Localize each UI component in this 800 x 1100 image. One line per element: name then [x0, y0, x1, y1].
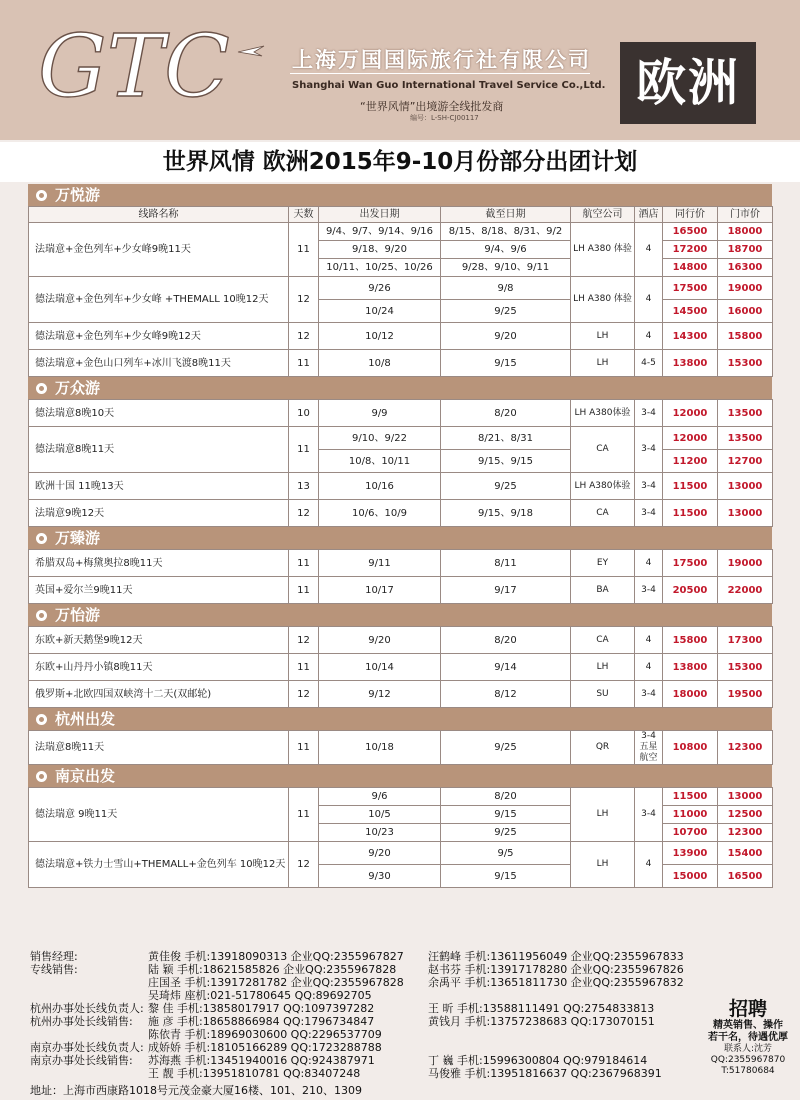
airline: LH — [571, 788, 635, 842]
retail-price: 12300 — [718, 731, 773, 765]
route-name: 法瑞意+金色列车+少女峰9晚11天 — [29, 223, 289, 277]
contact-entry — [428, 1041, 688, 1054]
contact-entry: 苏海燕 手机:13451940016 QQ:924387971 — [148, 1054, 375, 1067]
departure-date: 9/20 — [319, 842, 441, 865]
airline: CA — [571, 427, 635, 473]
peer-price: 14300 — [663, 323, 718, 350]
contact-role — [30, 989, 148, 1002]
deadline-date: 9/15 — [441, 806, 571, 824]
hotel-rating: 4 — [635, 323, 663, 350]
recruit-box — [700, 998, 796, 1077]
deadline-date: 9/8 — [441, 277, 571, 300]
departure-date: 10/5 — [319, 806, 441, 824]
contact-row — [30, 950, 690, 963]
days: 12 — [289, 277, 319, 323]
airline: LH — [571, 323, 635, 350]
departure-date: 9/18、9/20 — [319, 241, 441, 259]
table-row — [29, 427, 773, 450]
recruit-contact: 联系人:沈芳 — [723, 1044, 773, 1054]
column-header: 航空公司 — [571, 207, 635, 223]
table-row — [29, 788, 773, 806]
departure-date: 10/18 — [319, 731, 441, 765]
contact-row — [30, 1054, 690, 1067]
days: 11 — [289, 577, 319, 604]
schedule-table — [28, 626, 773, 708]
deadline-date: 9/25 — [441, 731, 571, 765]
departure-date: 9/10、9/22 — [319, 427, 441, 450]
peer-price: 18000 — [663, 681, 718, 708]
section-header — [28, 604, 772, 626]
days: 11 — [289, 654, 319, 681]
divider — [290, 73, 590, 74]
section-header — [28, 765, 772, 787]
table-row — [29, 500, 773, 527]
airline: BA — [571, 577, 635, 604]
table-row — [29, 731, 773, 765]
retail-price: 16500 — [718, 865, 773, 888]
deadline-date: 9/25 — [441, 824, 571, 842]
deadline-date: 9/17 — [441, 577, 571, 604]
airline: LH A380体验 — [571, 473, 635, 500]
contact-entry: 陆 颖 手机:18621585826 企业QQ:2355967828 — [148, 963, 397, 976]
retail-price: 16300 — [718, 259, 773, 277]
company-name-cn: 上海万国国际旅行社有限公司 — [292, 48, 591, 72]
deadline-date: 9/25 — [441, 473, 571, 500]
contact-role: 南京办事处长线负责人: — [30, 1041, 144, 1054]
route-name: 希腊双岛+梅黛奥拉8晚11天 — [29, 550, 289, 577]
departure-date: 10/24 — [319, 300, 441, 323]
hotel-rating: 4 — [635, 654, 663, 681]
airline: LH — [571, 350, 635, 377]
deadline-date: 8/12 — [441, 681, 571, 708]
hotel-rating: 3-4 — [635, 427, 663, 473]
hotel-rating: 4 — [635, 627, 663, 654]
deadline-date: 9/20 — [441, 323, 571, 350]
airline: CA — [571, 627, 635, 654]
schedule-table — [28, 787, 773, 888]
route-name: 东欧+新天鹅堡9晚12天 — [29, 627, 289, 654]
route-name: 德法瑞意+铁力士雪山+THEMALL+金色列车 10晚12天 — [29, 842, 289, 888]
schedule-table — [28, 206, 773, 377]
retail-price: 13000 — [718, 788, 773, 806]
airline: LH — [571, 842, 635, 888]
days: 10 — [289, 400, 319, 427]
days: 13 — [289, 473, 319, 500]
column-header: 同行价 — [663, 207, 718, 223]
table-row — [29, 473, 773, 500]
airline: EY — [571, 550, 635, 577]
peer-price: 12000 — [663, 400, 718, 427]
route-name: 德法瑞意 9晚11天 — [29, 788, 289, 842]
page-title: 世界风情 欧洲2015年9-10月份部分出团计划 — [0, 142, 800, 182]
contact-entry: 黄钱月 手机:13757238683 QQ:173070151 — [428, 1015, 655, 1028]
license-number: 编号：L-SH-CJ00117 — [410, 114, 479, 122]
peer-price: 12000 — [663, 427, 718, 450]
circle-bullet-icon — [36, 190, 47, 201]
deadline-date: 9/28、9/10、9/11 — [441, 259, 571, 277]
table-row — [29, 223, 773, 241]
airline: LH A380 体验 — [571, 277, 635, 323]
route-name: 东欧+山丹丹小镇8晚11天 — [29, 654, 289, 681]
contact-entry: 丁 巍 手机:15996300804 QQ:979184614 — [428, 1054, 648, 1067]
deadline-date: 8/11 — [441, 550, 571, 577]
deadline-date: 9/4、9/6 — [441, 241, 571, 259]
contact-role — [30, 976, 148, 989]
hotel-rating: 4-5 — [635, 350, 663, 377]
retail-price: 18700 — [718, 241, 773, 259]
route-name: 法瑞意8晚11天 — [29, 731, 289, 765]
contact-entry: 汪鹤峰 手机:13611956049 企业QQ:2355967833 — [428, 950, 684, 963]
recruit-line: 精英销售、操作 — [713, 1020, 783, 1031]
airline: LH — [571, 654, 635, 681]
airline: LH A380体验 — [571, 400, 635, 427]
peer-price: 16500 — [663, 223, 718, 241]
peer-price: 13900 — [663, 842, 718, 865]
retail-price: 15300 — [718, 654, 773, 681]
peer-price: 11500 — [663, 500, 718, 527]
deadline-date: 8/20 — [441, 400, 571, 427]
days: 11 — [289, 788, 319, 842]
contact-entry: 马俊雅 手机:13951816637 QQ:2367968391 — [428, 1067, 662, 1080]
company-name-en: Shanghai Wan Guo International Travel Service Co.,Ltd. — [292, 80, 606, 91]
route-name: 德法瑞意8晚11天 — [29, 427, 289, 473]
contact-entry: 施 彦 手机:18658866984 QQ:1796734847 — [148, 1015, 375, 1028]
peer-price: 17500 — [663, 277, 718, 300]
peer-price: 17200 — [663, 241, 718, 259]
recruit-tel: T:51780684 — [721, 1066, 775, 1076]
contact-row — [30, 1015, 690, 1028]
deadline-date: 9/15、9/18 — [441, 500, 571, 527]
airline: CA — [571, 500, 635, 527]
deadline-date: 9/15、9/15 — [441, 450, 571, 473]
deadline-date: 9/5 — [441, 842, 571, 865]
days: 11 — [289, 427, 319, 473]
route-name: 欧洲十国 11晚13天 — [29, 473, 289, 500]
deadline-date: 9/15 — [441, 865, 571, 888]
contact-list — [30, 950, 690, 1080]
section-header — [28, 184, 772, 206]
departure-date: 9/12 — [319, 681, 441, 708]
schedule-table — [28, 549, 773, 604]
hotel-rating: 3-4 — [635, 500, 663, 527]
circle-bullet-icon — [36, 771, 47, 782]
retail-price: 22000 — [718, 577, 773, 604]
peer-price: 17500 — [663, 550, 718, 577]
table-row — [29, 842, 773, 865]
days: 12 — [289, 500, 319, 527]
hotel-rating: 3-4 — [635, 788, 663, 842]
retail-price: 13000 — [718, 500, 773, 527]
contact-entry: 黄佳俊 手机:13918090313 企业QQ:2355967827 — [148, 950, 404, 963]
days: 12 — [289, 681, 319, 708]
deadline-date: 8/20 — [441, 788, 571, 806]
table-row — [29, 577, 773, 604]
contact-entry: 赵书芬 手机:13917178280 企业QQ:2355967826 — [428, 963, 684, 976]
contact-entry: 黎 佳 手机:13858017917 QQ:1097397282 — [148, 1002, 375, 1015]
slogan: “世界风情”出境游全线批发商 — [360, 100, 504, 113]
peer-price: 11000 — [663, 806, 718, 824]
section-title: 南京出发 — [55, 767, 116, 785]
route-name: 德法瑞意+金色列车+少女峰 +THEMALL 10晚12天 — [29, 277, 289, 323]
address: 地址：上海市西康路1018号元茂金豪大厦16楼、101、210、1309 — [30, 1084, 362, 1097]
route-name: 俄罗斯+北欧四国双峡湾十二天(双邮轮) — [29, 681, 289, 708]
retail-price: 15800 — [718, 323, 773, 350]
contact-role: 南京办事处长线销售: — [30, 1054, 133, 1067]
deadline-date: 9/25 — [441, 300, 571, 323]
column-header: 出发日期 — [319, 207, 441, 223]
deadline-date: 9/15 — [441, 350, 571, 377]
departure-date: 10/6、10/9 — [319, 500, 441, 527]
section-header — [28, 377, 772, 399]
retail-price: 17300 — [718, 627, 773, 654]
schedule-table — [28, 730, 773, 765]
deadline-date: 8/15、8/18、8/31、9/2 — [441, 223, 571, 241]
section-header — [28, 708, 772, 730]
retail-price: 15300 — [718, 350, 773, 377]
days: 12 — [289, 627, 319, 654]
days: 11 — [289, 223, 319, 277]
departure-date: 9/20 — [319, 627, 441, 654]
contact-entry: 王 昕 手机:13588111491 QQ:2754833813 — [428, 1002, 655, 1015]
retail-price: 18000 — [718, 223, 773, 241]
days: 11 — [289, 731, 319, 765]
recruit-line: 若干名，待遇优厚 — [708, 1032, 788, 1043]
airline: SU — [571, 681, 635, 708]
retail-price: 13000 — [718, 473, 773, 500]
hotel-rating: 3-4 — [635, 681, 663, 708]
deadline-date: 8/20 — [441, 627, 571, 654]
contact-entry — [428, 1028, 688, 1041]
departure-date: 10/8、10/11 — [319, 450, 441, 473]
contact-entry: 王 靓 手机:13951810781 QQ:83407248 — [148, 1067, 361, 1080]
hotel-rating: 3-4 五星 航空 — [635, 731, 663, 765]
circle-bullet-icon — [36, 610, 47, 621]
departure-date: 10/12 — [319, 323, 441, 350]
retail-price: 13500 — [718, 427, 773, 450]
header-banner — [0, 0, 800, 140]
departure-date: 10/16 — [319, 473, 441, 500]
airline: QR — [571, 731, 635, 765]
peer-price: 10800 — [663, 731, 718, 765]
recruit-title: 招聘 — [728, 998, 767, 1020]
contact-row — [30, 1067, 690, 1080]
section-title: 万众游 — [55, 379, 101, 397]
retail-price: 12500 — [718, 806, 773, 824]
departure-date: 10/23 — [319, 824, 441, 842]
departure-date: 9/26 — [319, 277, 441, 300]
hotel-rating: 3-4 — [635, 473, 663, 500]
contact-row — [30, 1002, 690, 1015]
retail-price: 19000 — [718, 550, 773, 577]
column-header: 酒店 — [635, 207, 663, 223]
contact-row — [30, 963, 690, 976]
hotel-rating: 3-4 — [635, 400, 663, 427]
route-name: 德法瑞意+金色山口列车+冰川飞渡8晚11天 — [29, 350, 289, 377]
airline: LH A380 体验 — [571, 223, 635, 277]
contact-role: 销售经理: — [30, 950, 78, 963]
peer-price: 11500 — [663, 473, 718, 500]
deadline-date: 9/14 — [441, 654, 571, 681]
contact-entry — [428, 989, 688, 1002]
table-row — [29, 323, 773, 350]
column-header: 线路名称 — [29, 207, 289, 223]
contact-row — [30, 1041, 690, 1054]
days: 12 — [289, 842, 319, 888]
retail-price: 15400 — [718, 842, 773, 865]
departure-date: 9/6 — [319, 788, 441, 806]
days: 11 — [289, 350, 319, 377]
peer-price: 10700 — [663, 824, 718, 842]
table-row — [29, 627, 773, 654]
section-title: 万悦游 — [55, 186, 101, 204]
hotel-rating: 4 — [635, 550, 663, 577]
retail-price: 12300 — [718, 824, 773, 842]
peer-price: 13800 — [663, 654, 718, 681]
section-title: 万臻游 — [55, 529, 101, 547]
hotel-rating: 4 — [635, 223, 663, 277]
table-header-row — [29, 207, 773, 223]
circle-bullet-icon — [36, 533, 47, 544]
table-row — [29, 277, 773, 300]
contact-role — [30, 1067, 148, 1080]
departure-date: 10/8 — [319, 350, 441, 377]
retail-price: 13500 — [718, 400, 773, 427]
retail-price: 19500 — [718, 681, 773, 708]
contact-role — [30, 1028, 148, 1041]
departure-date: 9/30 — [319, 865, 441, 888]
peer-price: 11200 — [663, 450, 718, 473]
contact-entry: 庄国圣 手机:13917281782 企业QQ:2355967828 — [148, 976, 404, 989]
circle-bullet-icon — [36, 714, 47, 725]
contact-entry: 余禹平 手机:13651811730 企业QQ:2355967832 — [428, 976, 684, 989]
section-title: 杭州出发 — [55, 710, 116, 728]
hotel-rating: 4 — [635, 842, 663, 888]
column-header: 截至日期 — [441, 207, 571, 223]
departure-date: 9/9 — [319, 400, 441, 427]
schedule-table — [28, 399, 773, 527]
table-row — [29, 654, 773, 681]
route-name: 英国+爱尔兰9晚11天 — [29, 577, 289, 604]
svg-text:GTC: GTC — [38, 22, 230, 108]
company-logo — [38, 22, 268, 108]
contact-entry: 吴琦炜 座机:021-51780645 QQ:89692705 — [148, 989, 372, 1002]
contact-row — [30, 976, 690, 989]
hotel-rating: 3-4 — [635, 577, 663, 604]
column-header: 门市价 — [718, 207, 773, 223]
departure-date: 10/17 — [319, 577, 441, 604]
circle-bullet-icon — [36, 383, 47, 394]
contact-role: 专线销售: — [30, 963, 78, 976]
retail-price: 19000 — [718, 277, 773, 300]
peer-price: 15800 — [663, 627, 718, 654]
route-name: 德法瑞意+金色列车+少女峰9晚12天 — [29, 323, 289, 350]
days: 11 — [289, 550, 319, 577]
departure-date: 9/4、9/7、9/14、9/16 — [319, 223, 441, 241]
departure-date: 9/11 — [319, 550, 441, 577]
peer-price: 14500 — [663, 300, 718, 323]
peer-price: 13800 — [663, 350, 718, 377]
peer-price: 14800 — [663, 259, 718, 277]
retail-price: 12700 — [718, 450, 773, 473]
contact-role: 杭州办事处长线销售: — [30, 1015, 133, 1028]
contact-row — [30, 1028, 690, 1041]
table-row — [29, 400, 773, 427]
contact-row — [30, 989, 690, 1002]
region-badge: 欧洲 — [620, 42, 756, 124]
recruit-qq: QQ:2355967870 — [710, 1055, 786, 1065]
departure-date: 10/11、10/25、10/26 — [319, 259, 441, 277]
column-header: 天数 — [289, 207, 319, 223]
departure-date: 10/14 — [319, 654, 441, 681]
peer-price: 11500 — [663, 788, 718, 806]
contact-role: 杭州办事处长线负责人: — [30, 1002, 144, 1015]
deadline-date: 8/21、8/31 — [441, 427, 571, 450]
retail-price: 16000 — [718, 300, 773, 323]
route-name: 法瑞意9晚12天 — [29, 500, 289, 527]
section-header — [28, 527, 772, 549]
days: 12 — [289, 323, 319, 350]
hotel-rating: 4 — [635, 277, 663, 323]
contact-entry: 陈依青 手机:18969030600 QQ:2296537709 — [148, 1028, 382, 1041]
tour-schedule — [28, 184, 772, 888]
peer-price: 15000 — [663, 865, 718, 888]
section-title: 万怡游 — [55, 606, 101, 624]
route-name: 德法瑞意8晚10天 — [29, 400, 289, 427]
contact-entry: 成娇娇 手机:18105166289 QQ:1723288788 — [148, 1041, 382, 1054]
table-row — [29, 350, 773, 377]
peer-price: 20500 — [663, 577, 718, 604]
table-row — [29, 681, 773, 708]
table-row — [29, 550, 773, 577]
